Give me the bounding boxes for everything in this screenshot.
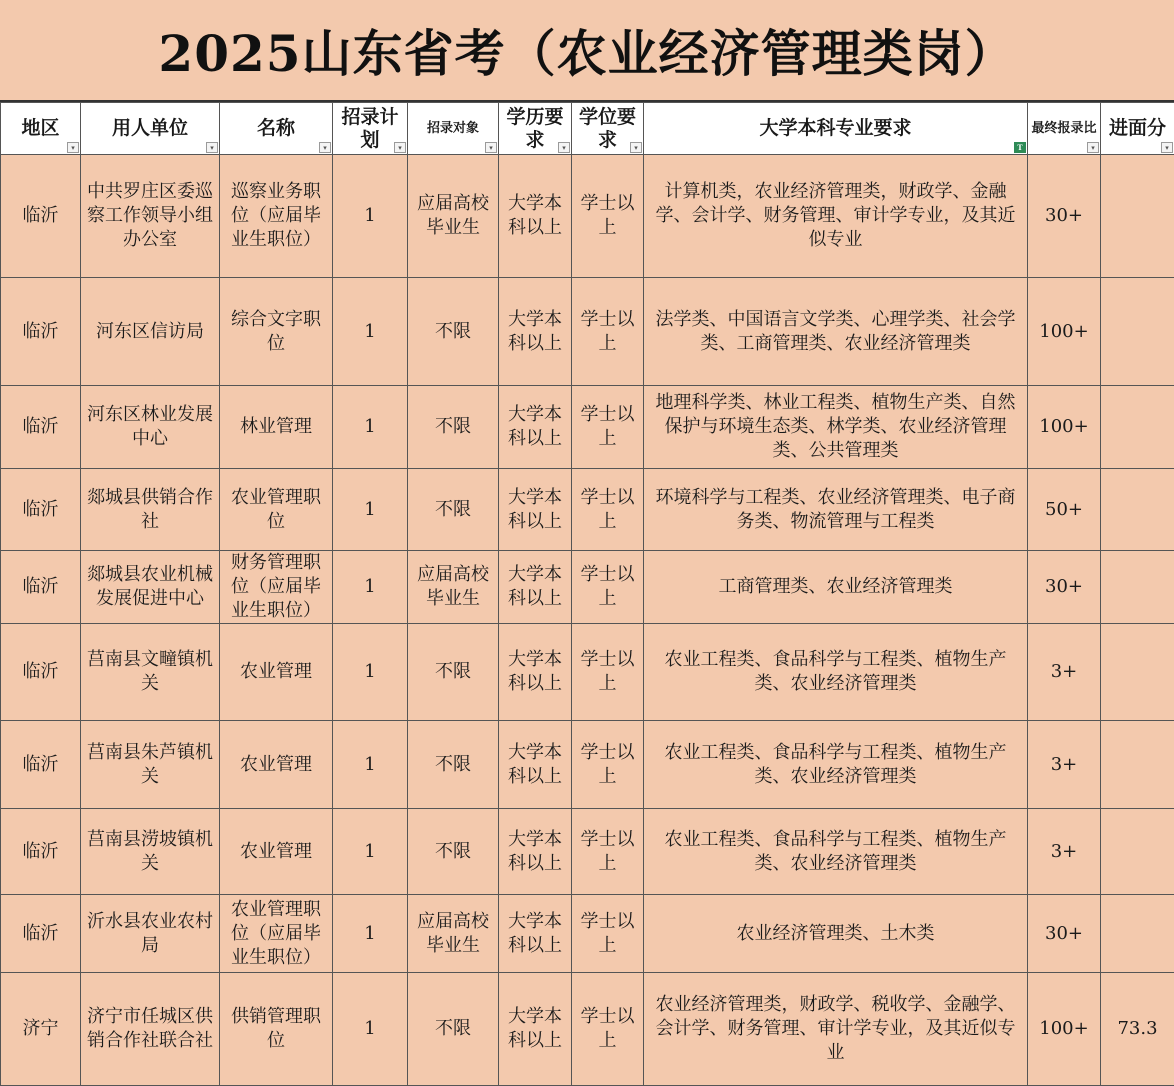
cell-plan[interactable]: 1 [333,551,408,624]
cell-major[interactable]: 地理科学类、林业工程类、植物生产类、自然保护与环境生态类、林学类、农业经济管理类、公共管理类 [644,386,1028,469]
cell-target[interactable]: 不限 [408,973,499,1086]
table-row [1,624,1174,721]
cell-region[interactable]: 临沂 [1,386,81,469]
cell-plan[interactable]: 1 [333,469,408,551]
cell-education[interactable]: 大学本科以上 [499,624,572,721]
cell-region[interactable]: 临沂 [1,809,81,895]
cell-name[interactable]: 林业管理 [220,386,333,469]
cell-major[interactable]: 环境科学与工程类、农业经济管理类、电子商务类、物流管理与工程类 [644,469,1028,551]
cell-target[interactable]: 不限 [408,624,499,721]
header-degree[interactable]: 学位要求 ▾ [572,103,644,155]
cell-major[interactable]: 农业经济管理类，财政学、税收学、金融学、会计学、财务管理、审计学专业，及其近似专业 [644,973,1028,1086]
dropdown-filter-icon[interactable]: ▾ [206,142,218,153]
cell-score[interactable] [1101,624,1174,721]
cell-ratio[interactable]: 30+ [1028,551,1101,624]
cell-target[interactable]: 不限 [408,721,499,809]
cell-region[interactable]: 临沂 [1,551,81,624]
cell-employer[interactable]: 莒南县涝坡镇机关 [81,809,220,895]
cell-degree[interactable]: 学士以上 [572,809,644,895]
cell-degree[interactable]: 学士以上 [572,895,644,973]
header-row [1,103,1174,155]
cell-score[interactable] [1101,809,1174,895]
cell-plan[interactable]: 1 [333,386,408,469]
cell-name[interactable]: 供销管理职位 [220,973,333,1086]
cell-target[interactable]: 应届高校毕业生 [408,155,499,278]
cell-name[interactable]: 农业管理 [220,721,333,809]
cell-region[interactable]: 济宁 [1,973,81,1086]
cell-education[interactable]: 大学本科以上 [499,551,572,624]
cell-region[interactable]: 临沂 [1,469,81,551]
page-title: 2025山东省考（农业经济管理类岗） [158,14,1015,86]
table-row [1,386,1174,469]
cell-degree[interactable]: 学士以上 [572,386,644,469]
header-employer[interactable]: 用人单位 ▾ [81,103,220,155]
cell-region[interactable]: 临沂 [1,155,81,278]
header-education[interactable]: 学历要求 ▾ [499,103,572,155]
dropdown-filter-icon[interactable]: ▾ [558,142,570,153]
header-score[interactable]: 进面分 ▾ [1101,103,1174,155]
cell-major[interactable]: 工商管理类、农业经济管理类 [644,551,1028,624]
cell-name[interactable]: 农业管理职位（应届毕业生职位） [220,895,333,973]
cell-degree[interactable]: 学士以上 [572,469,644,551]
cell-name[interactable]: 综合文字职位 [220,278,333,386]
cell-ratio[interactable]: 100+ [1028,973,1101,1086]
cell-ratio[interactable]: 30+ [1028,895,1101,973]
cell-name[interactable]: 巡察业务职位（应届毕业生职位） [220,155,333,278]
dropdown-filter-icon[interactable]: ▾ [1161,142,1173,153]
cell-education[interactable]: 大学本科以上 [499,895,572,973]
table-row [1,973,1174,1086]
cell-region[interactable]: 临沂 [1,624,81,721]
cell-ratio[interactable]: 30+ [1028,155,1101,278]
cell-score[interactable] [1101,551,1174,624]
table-row [1,809,1174,895]
cell-education[interactable]: 大学本科以上 [499,973,572,1086]
table-row [1,278,1174,386]
cell-major[interactable]: 农业工程类、食品科学与工程类、植物生产类、农业经济管理类 [644,624,1028,721]
text-filter-icon[interactable]: T [1014,142,1026,153]
cell-degree[interactable]: 学士以上 [572,278,644,386]
cell-target[interactable]: 不限 [408,469,499,551]
cell-ratio[interactable]: 100+ [1028,278,1101,386]
cell-employer[interactable]: 郯城县供销合作社 [81,469,220,551]
header-region[interactable]: 地区 ▾ [1,103,81,155]
cell-ratio[interactable]: 100+ [1028,386,1101,469]
cell-major[interactable]: 计算机类，农业经济管理类，财政学、金融学、会计学、财务管理、审计学专业，及其近似专业 [644,155,1028,278]
cell-region[interactable]: 临沂 [1,278,81,386]
cell-score[interactable] [1101,721,1174,809]
cell-employer[interactable]: 莒南县文疃镇机关 [81,624,220,721]
cell-name[interactable]: 财务管理职位（应届毕业生职位） [220,551,333,624]
cell-employer[interactable]: 沂水县农业农村局 [81,895,220,973]
cell-plan[interactable]: 1 [333,721,408,809]
cell-education[interactable]: 大学本科以上 [499,809,572,895]
jobs-table [0,102,1174,1086]
dropdown-filter-icon[interactable]: ▾ [319,142,331,153]
cell-employer[interactable]: 河东区林业发展中心 [81,386,220,469]
table-row [1,721,1174,809]
header-target[interactable]: 招录对象 ▾ [408,103,499,155]
cell-education[interactable]: 大学本科以上 [499,469,572,551]
cell-plan[interactable]: 1 [333,155,408,278]
table-row [1,469,1174,551]
cell-target[interactable]: 应届高校毕业生 [408,895,499,973]
cell-region[interactable]: 临沂 [1,895,81,973]
table-row [1,155,1174,278]
dropdown-filter-icon[interactable]: ▾ [394,142,406,153]
cell-degree[interactable]: 学士以上 [572,721,644,809]
cell-name[interactable]: 农业管理职位 [220,469,333,551]
cell-employer[interactable]: 郯城县农业机械发展促进中心 [81,551,220,624]
header-plan[interactable]: 招录计划 ▾ [333,103,408,155]
cell-score[interactable] [1101,386,1174,469]
cell-score[interactable] [1101,155,1174,278]
cell-ratio[interactable]: 3+ [1028,721,1101,809]
cell-employer[interactable]: 莒南县朱芦镇机关 [81,721,220,809]
header-ratio[interactable]: 最终报录比 ▾ [1028,103,1101,155]
dropdown-filter-icon[interactable]: ▾ [1087,142,1099,153]
cell-major[interactable]: 农业工程类、食品科学与工程类、植物生产类、农业经济管理类 [644,809,1028,895]
cell-score[interactable] [1101,895,1174,973]
cell-name[interactable]: 农业管理 [220,624,333,721]
cell-score[interactable]: 73.3 [1101,973,1174,1086]
cell-name[interactable]: 农业管理 [220,809,333,895]
cell-major[interactable]: 农业经济管理类、土木类 [644,895,1028,973]
cell-ratio[interactable]: 50+ [1028,469,1101,551]
cell-major[interactable]: 农业工程类、食品科学与工程类、植物生产类、农业经济管理类 [644,721,1028,809]
cell-employer[interactable]: 河东区信访局 [81,278,220,386]
header-major[interactable]: 大学本科专业要求 T [644,103,1028,155]
table-row [1,895,1174,973]
dropdown-filter-icon[interactable]: ▾ [630,142,642,153]
table-body [1,155,1174,1086]
cell-target[interactable]: 不限 [408,278,499,386]
cell-education[interactable]: 大学本科以上 [499,721,572,809]
cell-plan[interactable]: 1 [333,809,408,895]
cell-education[interactable]: 大学本科以上 [499,386,572,469]
table-row [1,551,1174,624]
cell-plan[interactable]: 1 [333,895,408,973]
cell-employer[interactable]: 中共罗庄区委巡察工作领导小组办公室 [81,155,220,278]
cell-target[interactable]: 不限 [408,386,499,469]
cell-ratio[interactable]: 3+ [1028,624,1101,721]
cell-degree[interactable]: 学士以上 [572,624,644,721]
cell-target[interactable]: 不限 [408,809,499,895]
cell-degree[interactable]: 学士以上 [572,551,644,624]
cell-education[interactable]: 大学本科以上 [499,278,572,386]
cell-degree[interactable]: 学士以上 [572,973,644,1086]
dropdown-filter-icon[interactable]: ▾ [485,142,497,153]
cell-employer[interactable]: 济宁市任城区供销合作社联合社 [81,973,220,1086]
cell-plan[interactable]: 1 [333,624,408,721]
cell-degree[interactable]: 学士以上 [572,155,644,278]
cell-score[interactable] [1101,469,1174,551]
cell-ratio[interactable]: 3+ [1028,809,1101,895]
cell-target[interactable]: 应届高校毕业生 [408,551,499,624]
cell-major[interactable]: 法学类、中国语言文学类、心理学类、社会学类、工商管理类、农业经济管理类 [644,278,1028,386]
cell-plan[interactable]: 1 [333,278,408,386]
cell-region[interactable]: 临沂 [1,721,81,809]
title-cell[interactable] [0,0,1174,102]
dropdown-filter-icon[interactable]: ▾ [67,142,79,153]
cell-plan[interactable]: 1 [333,973,408,1086]
cell-score[interactable] [1101,278,1174,386]
cell-education[interactable]: 大学本科以上 [499,155,572,278]
header-name[interactable]: 名称 ▾ [220,103,333,155]
